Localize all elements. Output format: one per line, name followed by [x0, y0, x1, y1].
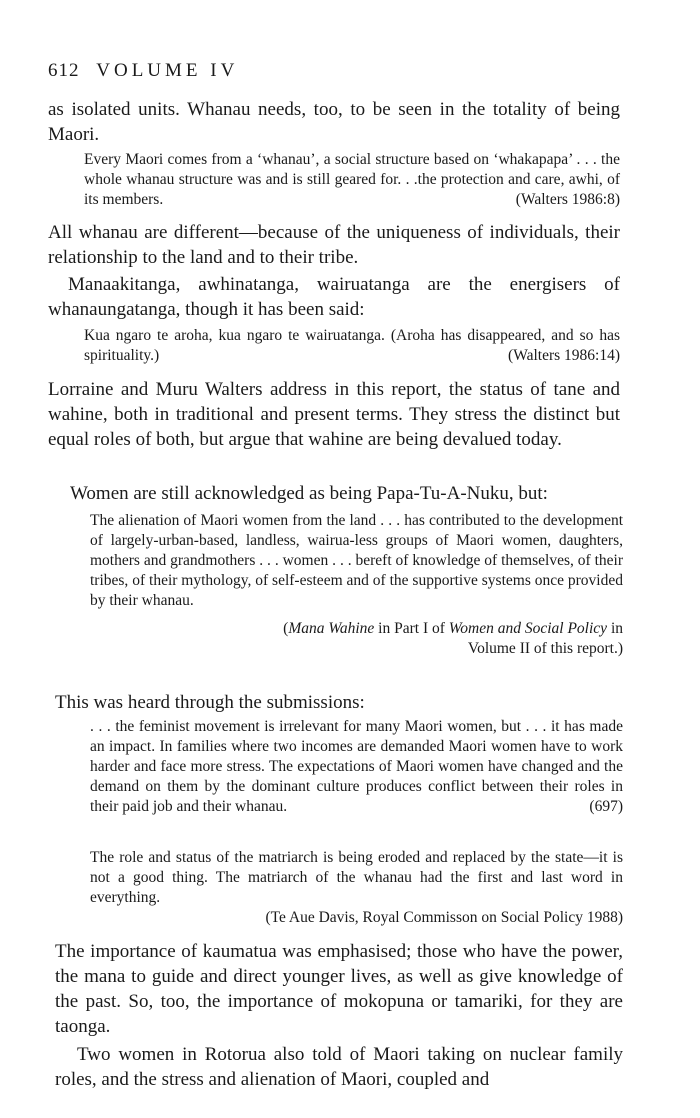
block-quote — [90, 717, 623, 817]
quote-citation-line-2: Volume II of this report.) — [467, 640, 623, 657]
block-quote — [90, 848, 623, 928]
paragraph: Lorraine and Muru Walters address in this report, the status of tane and wahine, both in traditional and present terms. They stress the distinct but equal roles of both, but argue that wahine are being devalued today. — [48, 379, 620, 450]
quote-citation: (Walters 1986:8) — [515, 191, 620, 208]
cited-work-title: Mana Wahine — [288, 620, 375, 637]
paragraph: Manaakitanga, awhinatanga, wairuatanga are the energisers of whanaungatanga, though it has been said: — [48, 274, 620, 320]
page-number: 612 — [48, 60, 80, 81]
quote-citation: (697) — [589, 798, 623, 815]
cited-work-title: Women and Social Policy — [448, 620, 608, 637]
quote-citation: (Walters 1986:14) — [508, 347, 620, 364]
quote-text: Every Maori comes from a ‘whanau’, a social structure based on ‘whakapapa’ . . . the whole whanau structure was and is still geared for. . .the protection and care, awhi, of its members. — [84, 151, 620, 208]
block-quote — [84, 150, 620, 210]
paragraph: as isolated units. Whanau needs, too, to be seen in the totality of being Maori. — [48, 99, 620, 145]
paragraph: The importance of kaumatua was emphasised; those who have the power, the mana to guide and direct younger lives, as well as give knowledge of the past. So, too, the importance of mokopuna or tamariki, for they are taonga. — [55, 941, 623, 1037]
paragraph: Women are still acknowledged as being Papa-Tu-A-Nuku, but: — [70, 483, 548, 504]
quote-text: The alienation of Maori women from the land . . . has contributed to the development of largely-urban-based, landless, wairua-less groups of Maori women, daughters, mothers and grandmothers . . . women . . . bereft of knowledge of themselves, of their tribes, of their mythology, of self-esteem and of the supportive systems once provided by their whanau. — [90, 512, 623, 609]
quote-text: . . . the feminist movement is irrelevant for many Maori women, but . . . it has made an impact. In families where two incomes are demanded Maori women have to work harder and face more stress. The expectations of Maori women have changed and the demand on them by the dominant culture produces conflict between their roles in their paid job and their whanau. — [90, 718, 623, 815]
block-quote — [84, 326, 620, 366]
paragraph: All whanau are different—because of the uniqueness of individuals, their relationship to the land and to their tribe. — [48, 222, 620, 268]
volume-label: VOLUME IV — [96, 60, 239, 81]
quote-citation: (Te Aue Davis, Royal Commisson on Social Policy 1988) — [265, 909, 623, 926]
paragraph: This was heard through the submissions: — [55, 692, 365, 713]
paragraph: Two women in Rotorua also told of Maori taking on nuclear family roles, and the stress and alienation of Maori, coupled and — [55, 1044, 623, 1090]
quote-text: Kua ngaro te aroha, kua ngaro te wairuatanga. (Aroha has disappeared, and so has spirituality.) — [84, 327, 620, 364]
block-quote — [90, 511, 623, 659]
quote-citation: (Mana Wahine in Part I of Women and Social Policy in — [283, 620, 623, 637]
page-header — [48, 60, 238, 82]
quote-text: The role and status of the matriarch is being eroded and replaced by the state—it is not a good thing. The matriarch of the whanau had the first and last word in everything. — [90, 849, 623, 906]
